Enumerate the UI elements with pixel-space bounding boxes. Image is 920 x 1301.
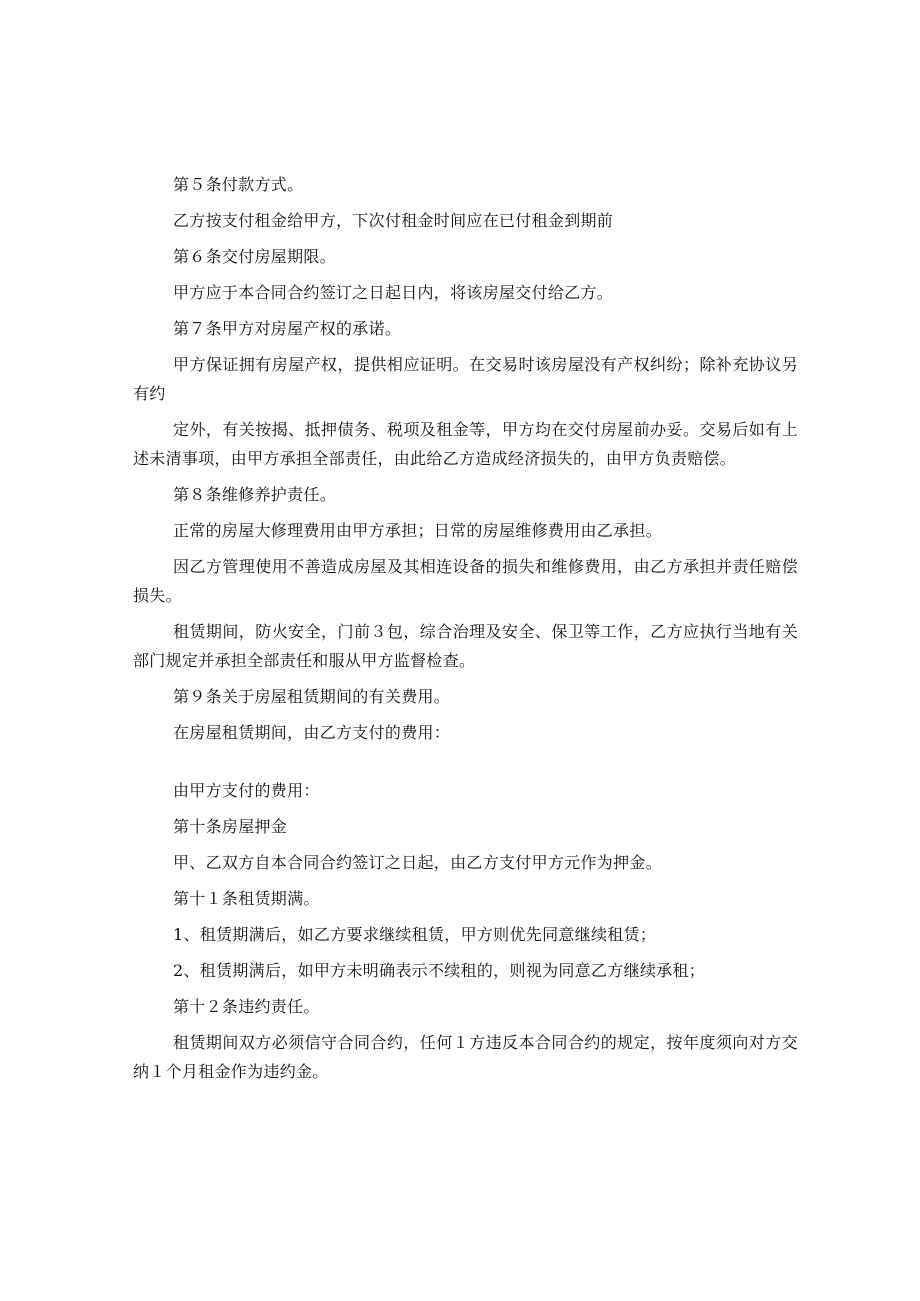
paragraph-delivery-term: 甲方应于本合同合约签订之日起日内，将该房屋交付给乙方。: [173, 283, 614, 302]
paragraph-deposit: 甲、乙双方自本合同合约签订之日起，由乙方支付甲方元作为押金。: [173, 853, 663, 872]
document-body: [133, 170, 798, 1093]
paragraph-payment-terms: 乙方按支付租金给甲方，下次付租金时间应在已付租金到期前: [173, 211, 614, 230]
paragraph-misuse-liability: 因乙方管理使用不善造成房屋及其相连设备的损失和维修费用，由乙方承担并责任赔偿损失。: [133, 557, 798, 605]
paragraph-article-6-title: 第６条交付房屋期限。: [173, 247, 337, 266]
paragraph-breach-penalty: 租赁期间双方必须信守合同合约，任何１方违反本合同合约的规定，按年度须向对方交纳１个月租金作为违约金。: [133, 1033, 798, 1081]
paragraph-article-7-title: 第７条甲方对房屋产权的承诺。: [173, 319, 402, 338]
paragraph-article-9-title: 第９条关于房屋租赁期间的有关费用。: [173, 687, 451, 706]
paragraph-ownership-continued: 定外，有关按揭、抵押债务、税项及租金等，甲方均在交付房屋前办妥。交易后如有上述未清事项，由甲方承担全部责任，由此给乙方造成经济损失的，由甲方负责赔偿。: [133, 420, 798, 468]
paragraph-article-11-title: 第十１条租赁期满。: [173, 889, 320, 908]
paragraph-ownership-guarantee: 甲方保证拥有房屋产权，提供相应证明。在交易时该房屋没有产权纠纷；除补充协议另有约: [133, 355, 798, 403]
paragraph-article-12-title: 第十２条违约责任。: [173, 997, 320, 1016]
paragraph-article-10-title: 第十条房屋押金: [173, 817, 288, 836]
paragraph-expiry-item-2: 2、租赁期满后，如甲方未明确表示不续租的，则视为同意乙方继续承租；: [173, 961, 706, 980]
paragraph-landlord-expenses: 由甲方支付的费用：: [173, 781, 320, 800]
blank-line: [133, 754, 798, 776]
paragraph-article-8-title: 第８条维修养护责任。: [173, 485, 337, 504]
paragraph-article-5-title: 第５条付款方式。: [173, 175, 304, 194]
paragraph-safety-duties: 租赁期间，防火安全，门前３包，综合治理及安全、保卫等工作，乙方应执行当地有关部门规定并承担全部责任和服从甲方监督检查。: [133, 622, 798, 670]
paragraph-tenant-expenses: 在房屋租赁期间，由乙方支付的费用：: [173, 723, 451, 742]
paragraph-major-repair: 正常的房屋大修理费用由甲方承担；日常的房屋维修费用由乙承担。: [173, 521, 663, 540]
paragraph-expiry-item-1: 1、租赁期满后，如乙方要求继续租赁，甲方则优先同意继续租赁；: [173, 925, 657, 944]
